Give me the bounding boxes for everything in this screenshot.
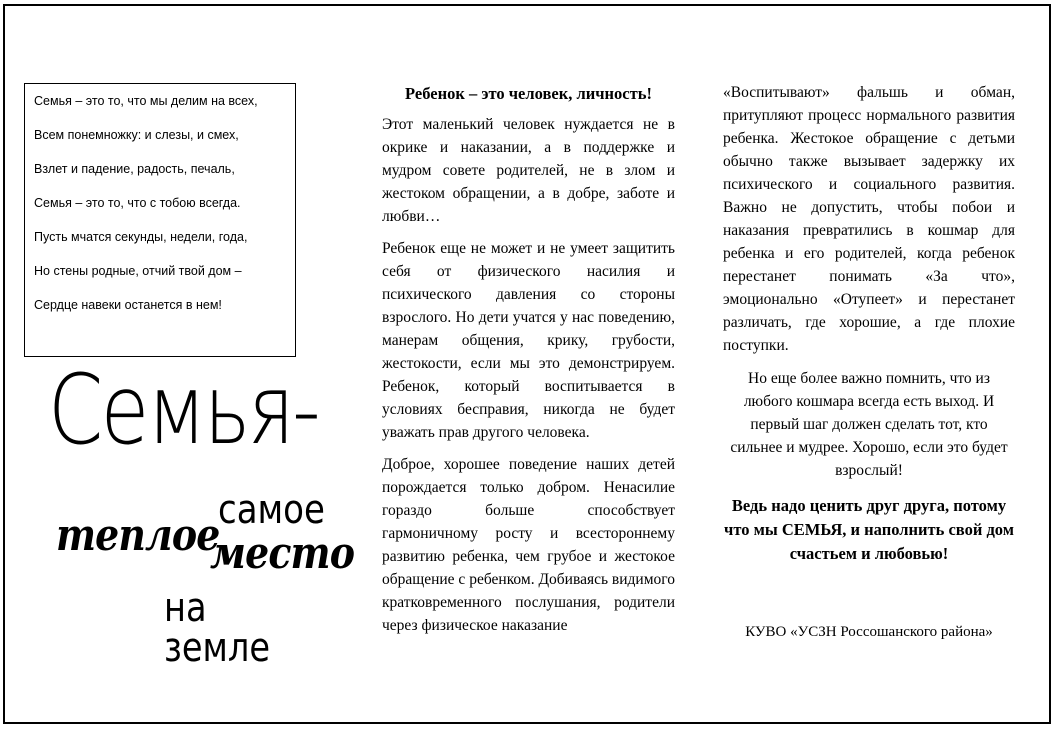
logo-word-warm: теплое xyxy=(56,510,220,561)
poem-line: Семья – это то, что мы делим на всех, xyxy=(34,94,258,108)
logo-word-earth: на земле xyxy=(164,585,271,671)
poem-line: Пусть мчатся секунды, недели, года, xyxy=(34,230,248,244)
poem-box xyxy=(24,83,296,357)
poem-line: Семья – это то, что с тобою всегда. xyxy=(34,196,241,210)
poem-line: Но стены родные, отчий твой дом – xyxy=(34,264,242,278)
organization-footer: КУВО «УСЗН Россошанского района» xyxy=(745,624,993,640)
paragraph: Доброе, хорошее поведение наших детей порождается только добром. Ненасилие гораздо больше способствует гармоничному росту и всестороннему развитию ребенка, чем грубое и жестокое обращение с ребенком. Добиваясь видимого кратковременного послушания, родители через физическое наказание xyxy=(382,456,675,634)
right-column xyxy=(723,81,1015,644)
poem-line: Всем понемножку: и слезы, и смех, xyxy=(34,128,239,142)
logo-word-most: самое xyxy=(218,487,325,533)
family-logo xyxy=(48,353,355,671)
paragraph: Этот маленький человек нуждается не в окрике и наказании, а в поддержке и мудром совете родителей, не в злом и жестоком обращении, а в добре, заботе и любви… xyxy=(382,116,675,225)
middle-column xyxy=(382,84,675,646)
emphasis-paragraph: Ведь надо ценить друг друга, потому что мы СЕМЬЯ, и наполнить свой дом счастьем и любовью! xyxy=(724,496,1014,563)
paragraph: Но еще более важно помнить, что из любого кошмара всегда есть выход. И первый шаг должен сделать тот, кто сильнее и мудрее. Хорошо, если это будет взрослый! xyxy=(730,370,1008,479)
paragraph: Ребенок еще не может и не умеет защитить себя от физического насилия и психического давления со стороны взрослого. Но дети учатся у нас поведению, манерам общения, крику, грубости, жестокости, если мы это демонстрируем. Ребенок, который воспитывается в условиях бесправия, никогда не будет уважать прав другого человека. xyxy=(382,240,675,441)
paragraph: «Воспитывают» фальшь и обман, притупляют процесс нормального развития ребенка. Жестокое обращение с детьми обычно также вызывает задержку их психического и социального развития. Важно не допустить, чтобы побои и наказания превратились в кошмар для ребенка и его родителей, когда ребенок перестанет понимать «За что», эмоционально «Отупеет» и перестанет различать, где хорошие, а где плохие поступки. xyxy=(723,84,1015,354)
poem-line: Сердце навеки останется в нем! xyxy=(34,298,222,312)
logo-word-family: Семья- xyxy=(48,353,319,466)
logo-word-place: место xyxy=(210,528,355,579)
poem-line: Взлет и падение, радость, печаль, xyxy=(34,162,235,176)
column-title: Ребенок – это человек, личность! xyxy=(405,84,652,103)
